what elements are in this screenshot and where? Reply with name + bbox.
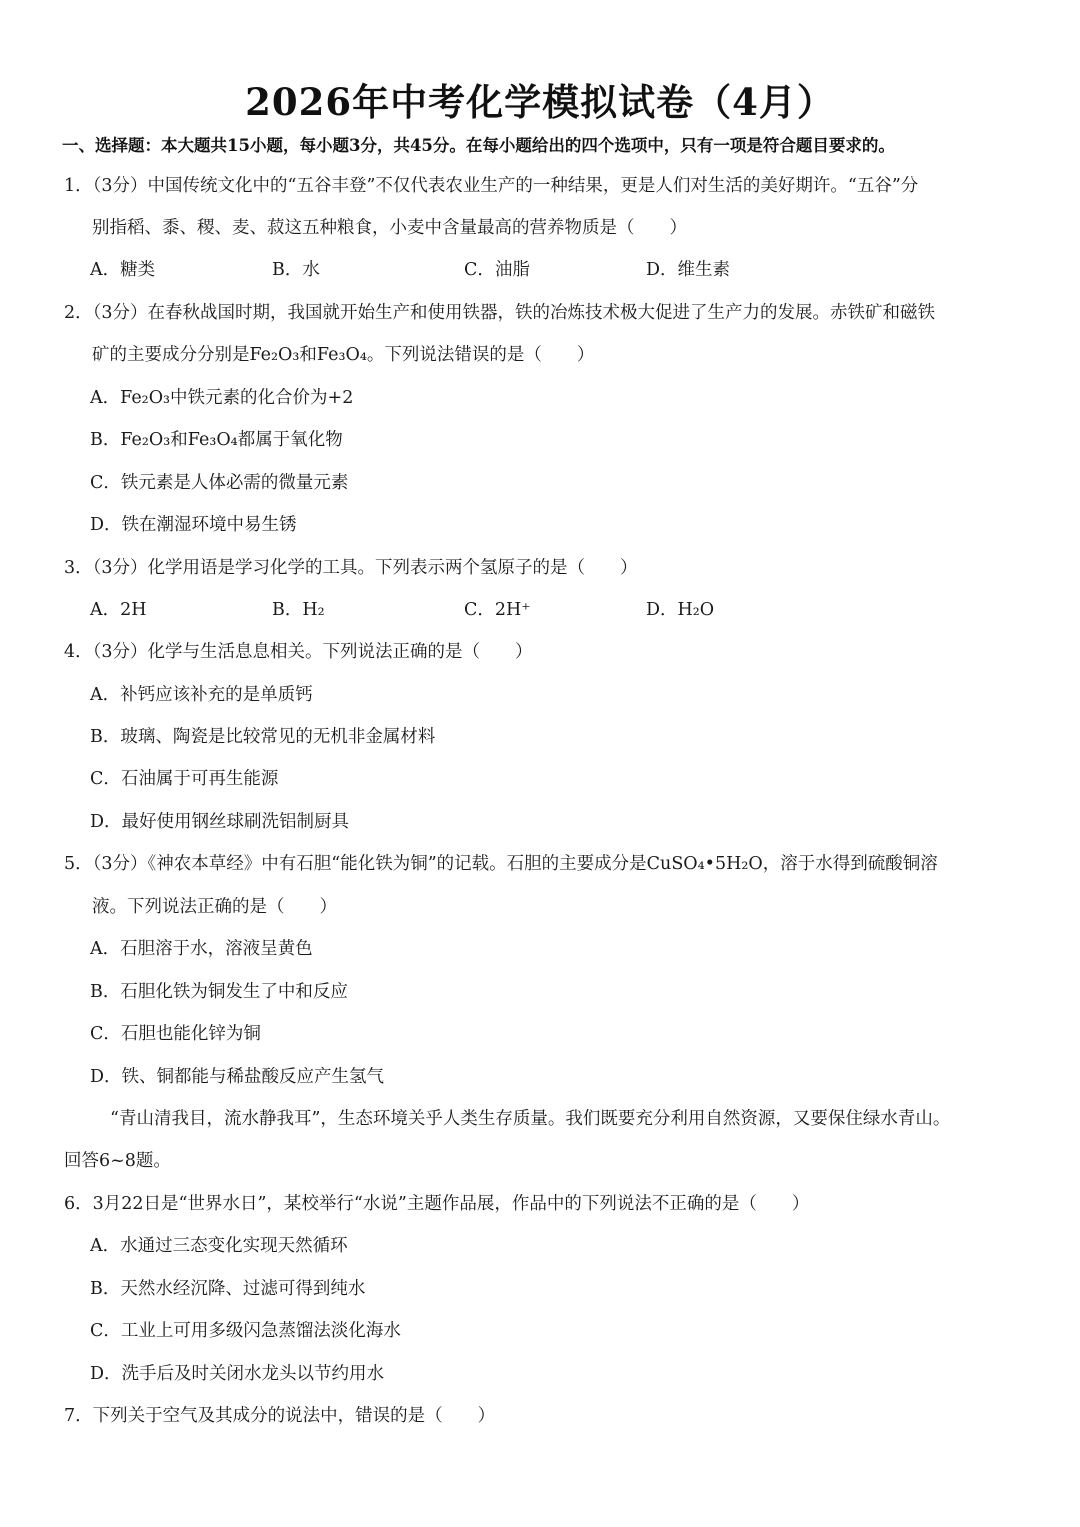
question-4-option-c: C．石油属于可再生能源 (90, 769, 279, 789)
question-3-option-b: B．H₂ (272, 600, 325, 620)
question-6-option-a: A．水通过三态变化实现天然循环 (90, 1236, 348, 1256)
passage-line-2: 回答6~8题。 (64, 1151, 171, 1171)
question-3-option-a: A．2H (90, 600, 147, 620)
question-1-line-2: 别指稻、黍、稷、麦、菽这五种粮食，小麦中含量最高的营养物质是（ ） (92, 218, 687, 238)
question-5-option-c: C．石胆也能化锌为铜 (90, 1024, 261, 1044)
question-6-option-c: C．工业上可用多级闪急蒸馏法淡化海水 (90, 1321, 401, 1341)
question-2-option-d: D．铁在潮湿环境中易生锈 (90, 515, 297, 535)
question-6-line-1: 6．3月22日是“世界水日”，某校举行“水说”主题作品展，作品中的下列说法不正确的是（ ） (64, 1194, 810, 1214)
question-4-line-1: 4．（3分）化学与生活息息相关。下列说法正确的是（ ） (64, 642, 533, 662)
question-1-option-b: B．水 (272, 260, 320, 280)
question-6-option-d: D．洗手后及时关闭水龙头以节约用水 (90, 1364, 385, 1384)
question-3-line-1: 3．（3分）化学用语是学习化学的工具。下列表示两个氢原子的是（ ） (64, 558, 638, 578)
question-4-option-b: B．玻璃、陶瓷是比较常见的无机非金属材料 (90, 727, 436, 747)
question-5-option-a: A．石胆溶于水，溶液呈黄色 (90, 939, 313, 959)
question-6-option-b: B．天然水经沉降、过滤可得到纯水 (90, 1279, 366, 1299)
question-2-line-1: 2．（3分）在春秋战国时期，我国就开始生产和使用铁器，铁的冶炼技术极大促进了生产力的发展。赤铁矿和磁铁 (64, 303, 936, 323)
question-3-option-d: D．H₂O (646, 600, 715, 620)
question-2-option-a: A．Fe₂O₃中铁元素的化合价为+2 (90, 388, 354, 408)
section-heading: 一、选择题：本大题共15小题，每小题3分，共45分。在每小题给出的四个选项中，只有一项是符合题目要求的。 (62, 136, 895, 155)
question-2-line-2: 矿的主要成分分别是Fe₂O₃和Fe₃O₄。下列说法错误的是（ ） (92, 345, 595, 365)
page-title: 2026年中考化学模拟试卷（4月） (245, 80, 835, 124)
question-5-option-d: D．铁、铜都能与稀盐酸反应产生氢气 (90, 1067, 385, 1087)
question-5-line-2: 液。下列说法正确的是（ ） (92, 897, 337, 917)
question-3-option-c: C．2H⁺ (464, 600, 531, 620)
question-4-option-a: A．补钙应该补充的是单质钙 (90, 685, 313, 705)
question-1-option-c: C．油脂 (464, 260, 530, 280)
question-2-option-c: C．铁元素是人体必需的微量元素 (90, 473, 349, 493)
question-1-option-a: A．糖类 (90, 260, 156, 280)
question-1-line-1: 1．（3分）中国传统文化中的“五谷丰登”不仅代表农业生产的一种结果，更是人们对生活的美好期许。“五谷”分 (64, 176, 919, 196)
question-5-option-b: B．石胆化铁为铜发生了中和反应 (90, 982, 348, 1002)
question-4-option-d: D．最好使用钢丝球刷洗铝制厨具 (90, 812, 350, 832)
question-5-line-1: 5．（3分）《神农本草经》中有石胆“能化铁为铜”的记载。石胆的主要成分是CuSO₄•5H₂O，溶于水得到硫酸铜溶 (64, 854, 938, 874)
question-1-option-d: D．维生素 (646, 260, 731, 280)
passage-line-1: “青山清我目，流水静我耳”，生态环境关乎人类生存质量。我们既要充分利用自然资源，又要保住绿水青山。 (110, 1109, 951, 1129)
question-7-line-1: 7．下列关于空气及其成分的说法中，错误的是（ ） (64, 1406, 496, 1426)
question-2-option-b: B．Fe₂O₃和Fe₃O₄都属于氧化物 (90, 430, 343, 450)
